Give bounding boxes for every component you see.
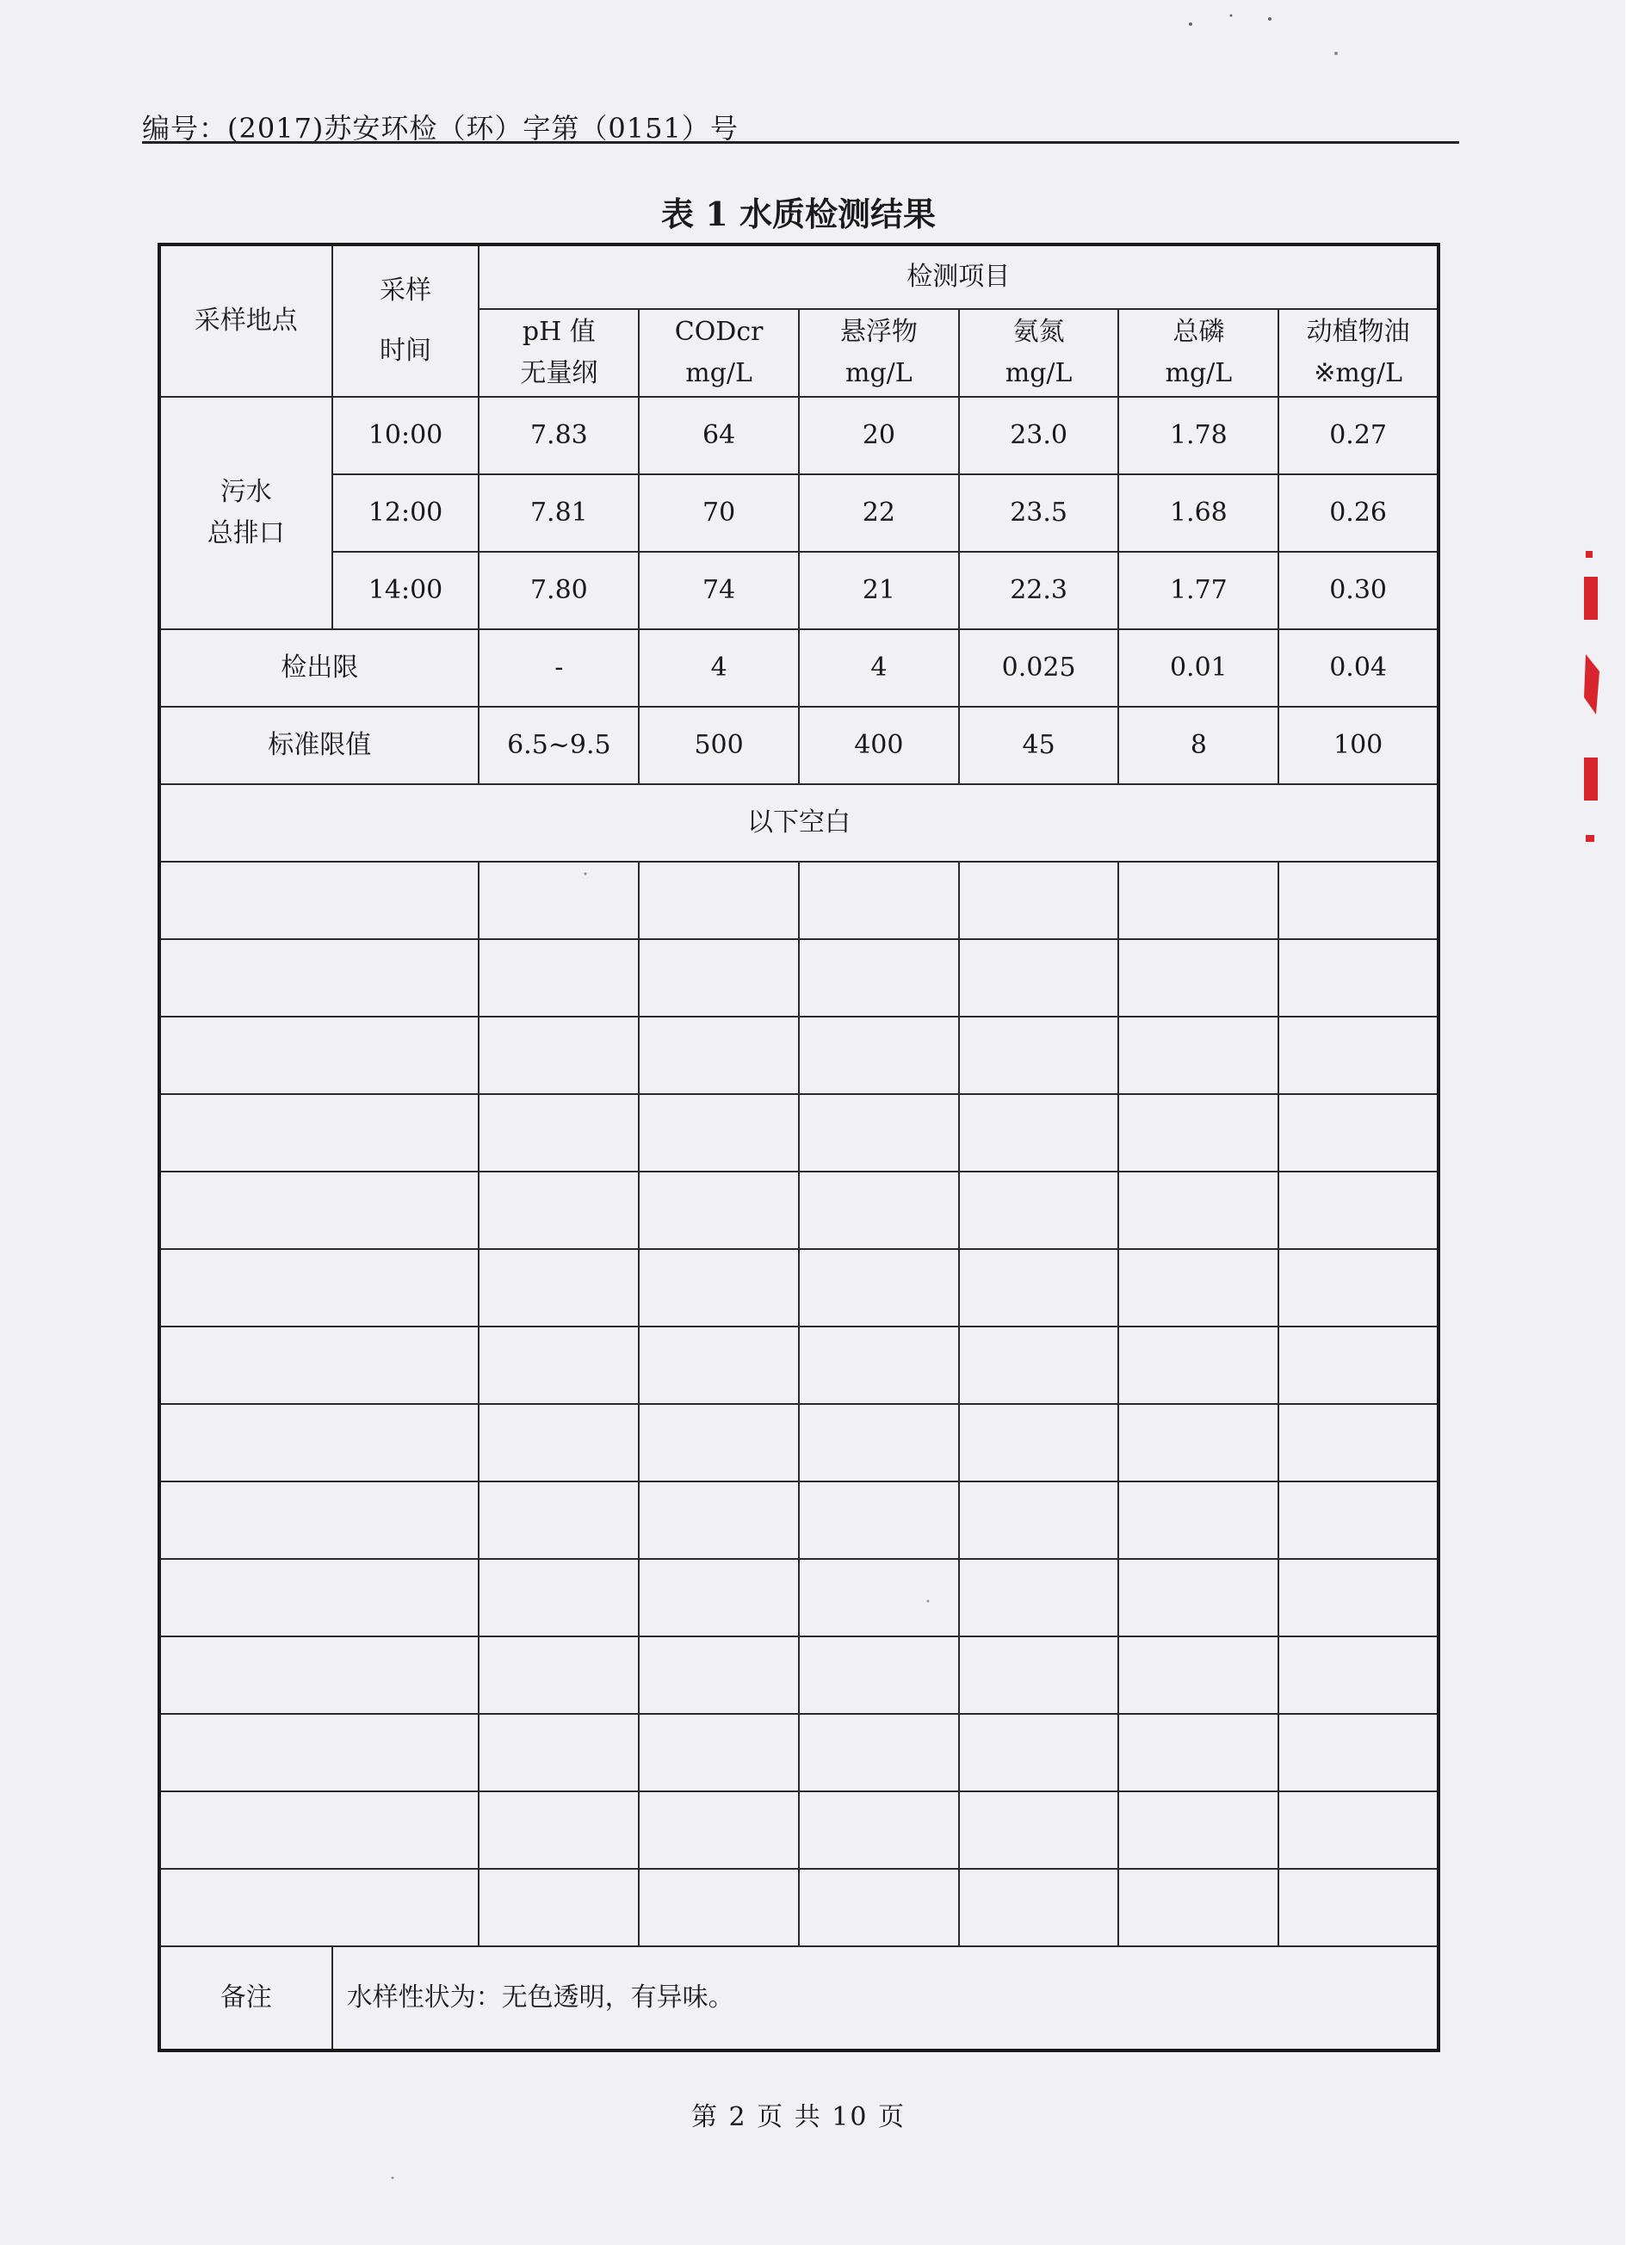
empty-row (159, 1636, 1439, 1714)
cell-value: 23.5 (959, 474, 1119, 552)
cell-value: 8 (1118, 707, 1278, 784)
col-unit: mg/L (685, 358, 752, 388)
cell-value: 21 (799, 552, 959, 629)
col-name: 总磷 (1172, 317, 1225, 347)
remark-text: 水样性状为：无色透明，有异味。 (332, 1946, 1439, 2050)
header-col-suspended-solids (799, 309, 959, 397)
col-name: 氨氮 (1012, 317, 1065, 347)
header-col-oils (1278, 309, 1439, 397)
cell-value: 7.81 (479, 474, 639, 552)
header-col-codcr (639, 309, 799, 397)
header-sample-time (332, 244, 480, 397)
detection-limit-row (159, 629, 1439, 707)
location-line1: 污水 (220, 477, 272, 507)
empty-row (159, 1327, 1439, 1404)
red-seal-fragment (1581, 551, 1603, 844)
cell-value: - (479, 629, 639, 707)
cell-value: 64 (639, 397, 799, 474)
header-col-total-phosphorus (1118, 309, 1278, 397)
page-edge (1625, 0, 1652, 2245)
cell-value: 100 (1278, 707, 1439, 784)
cell-value: 7.83 (479, 397, 639, 474)
empty-row (159, 1714, 1439, 1791)
blank-note: 以下空白 (159, 784, 1439, 862)
cell-value: 23.0 (959, 397, 1119, 474)
col-name: CODcr (674, 317, 764, 347)
col-unit: mg/L (1005, 358, 1073, 388)
page-footer: 第 2 页 共 10 页 (691, 2102, 906, 2132)
remark-label: 备注 (159, 1946, 332, 2050)
standard-limit-row (159, 707, 1439, 784)
cell-value: 0.30 (1278, 552, 1439, 629)
col-unit: 无量纲 (520, 358, 598, 388)
header-divider (142, 141, 1459, 144)
sample-location (159, 397, 332, 629)
table-row (159, 397, 1439, 474)
sample-time: 12:00 (332, 474, 480, 552)
empty-row (159, 1559, 1439, 1636)
header-col-ph (479, 309, 639, 397)
empty-row (159, 1791, 1439, 1869)
detection-limit-label: 检出限 (159, 629, 479, 707)
empty-row (159, 1404, 1439, 1481)
location-line2: 总排口 (207, 518, 285, 548)
cell-value: 4 (799, 629, 959, 707)
table-title: 表 1 水质检测结果 (661, 195, 936, 233)
cell-value: 7.80 (479, 552, 639, 629)
empty-row (159, 1094, 1439, 1172)
cell-value: 0.26 (1278, 474, 1439, 552)
cell-value: 0.27 (1278, 397, 1439, 474)
cell-value: 70 (639, 474, 799, 552)
empty-row (159, 1172, 1439, 1249)
empty-row (159, 1017, 1439, 1094)
empty-row (159, 1249, 1439, 1327)
header-row (159, 244, 1439, 309)
standard-limit-label: 标准限值 (159, 707, 479, 784)
col-unit: mg/L (845, 358, 913, 388)
col-name: pH 值 (522, 317, 596, 347)
remark-row (159, 1946, 1439, 2050)
cell-value: 4 (639, 629, 799, 707)
empty-row (159, 1481, 1439, 1559)
cell-value: 1.77 (1118, 552, 1278, 629)
empty-row (159, 939, 1439, 1017)
col-unit: mg/L (1165, 358, 1233, 388)
cell-value: 500 (639, 707, 799, 784)
header-time-line1: 采样 (380, 275, 432, 306)
col-name: 动植物油 (1306, 317, 1410, 347)
header-time-line2: 时间 (380, 336, 432, 366)
cell-value: 22.3 (959, 552, 1119, 629)
empty-row (159, 862, 1439, 939)
cell-value: 45 (959, 707, 1119, 784)
table-row (159, 474, 1439, 552)
empty-row (159, 1869, 1439, 1946)
sample-time: 10:00 (332, 397, 480, 474)
blank-note-row (159, 784, 1439, 862)
document-number: 编号：(2017)苏安环检（环）字第（0151）号 (142, 112, 739, 145)
cell-value: 1.68 (1118, 474, 1278, 552)
cell-value: 0.04 (1278, 629, 1439, 707)
col-unit: ※mg/L (1314, 358, 1403, 388)
table-row (159, 552, 1439, 629)
header-col-ammonia (959, 309, 1119, 397)
cell-value: 400 (799, 707, 959, 784)
header-test-items: 检测项目 (479, 244, 1439, 309)
cell-value: 1.78 (1118, 397, 1278, 474)
header-location: 采样地点 (159, 244, 332, 397)
water-quality-results-table (158, 243, 1440, 2052)
cell-value: 0.025 (959, 629, 1119, 707)
cell-value: 20 (799, 397, 959, 474)
results-table-container (158, 243, 1440, 2052)
cell-value: 6.5~9.5 (479, 707, 639, 784)
cell-value: 74 (639, 552, 799, 629)
cell-value: 0.01 (1118, 629, 1278, 707)
cell-value: 22 (799, 474, 959, 552)
col-name: 悬浮物 (839, 317, 918, 347)
sample-time: 14:00 (332, 552, 480, 629)
